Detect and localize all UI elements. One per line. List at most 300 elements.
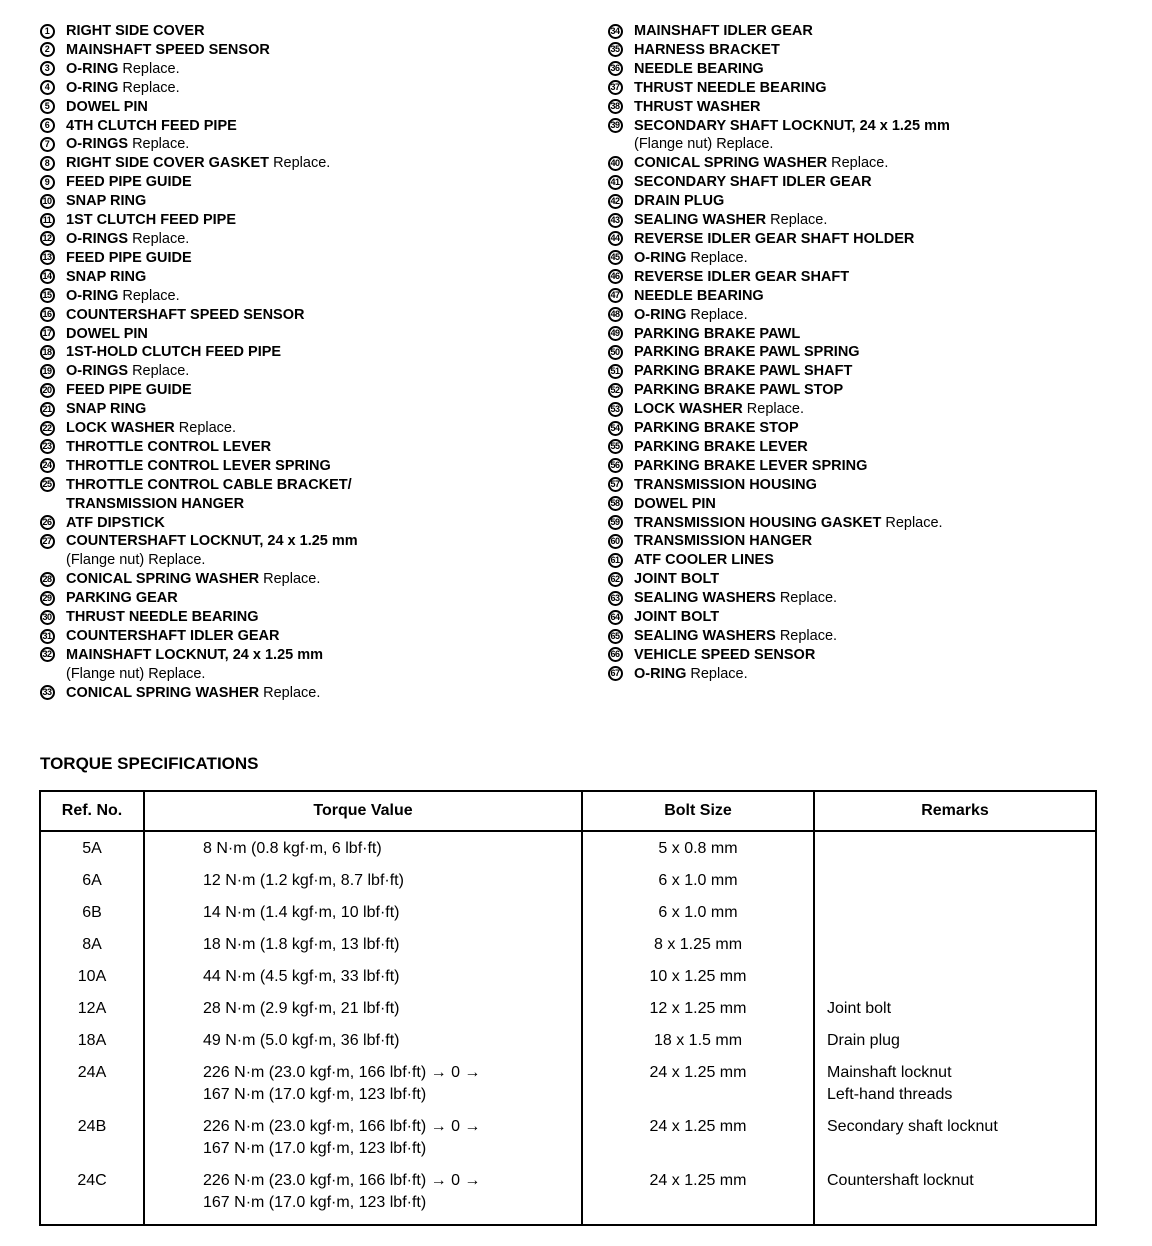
part-number-badge <box>606 646 624 664</box>
part-item <box>606 230 1146 249</box>
part-text <box>66 381 578 400</box>
part-name: TRANSMISSION HOUSING GASKET <box>634 514 882 531</box>
part-item <box>606 646 1146 665</box>
part-number-badge <box>606 665 624 683</box>
part-number-badge <box>38 343 56 361</box>
parts-list-left <box>38 22 578 703</box>
part-name: LOCK WASHER <box>66 420 175 437</box>
part-text <box>66 419 578 438</box>
part-name: DOWEL PIN <box>634 495 716 512</box>
part-number: 20 <box>40 383 55 398</box>
part-number: 60 <box>608 534 623 549</box>
part-name: SEALING WASHERS <box>634 628 776 644</box>
part-number-badge <box>38 117 56 135</box>
part-text <box>66 608 578 627</box>
part-number: 42 <box>608 194 623 209</box>
part-number-badge <box>606 230 624 248</box>
part-name: O-RING <box>66 287 119 304</box>
part-number: 22 <box>40 421 55 436</box>
part-number-badge <box>606 400 624 418</box>
part-name: NEEDLE BEARING <box>634 287 764 304</box>
bolt-size: 12 x 1.25 mm <box>582 992 814 1024</box>
part-text <box>634 514 1146 533</box>
part-number-badge <box>38 570 56 588</box>
torque-row <box>40 1056 1096 1110</box>
part-item <box>606 514 1146 533</box>
part-number: 34 <box>608 24 623 39</box>
part-name: CONICAL SPRING WASHER <box>634 155 828 172</box>
part-note: Replace. <box>122 287 180 304</box>
torque-value-line: 226 N·m (23.0 kgf·m, 166 lbf·ft) → 0 → <box>203 1118 481 1135</box>
part-item <box>38 173 578 192</box>
part-text <box>66 41 578 60</box>
part-name: VEHICLE SPEED SENSOR <box>634 646 816 663</box>
bolt-size: 24 x 1.25 mm <box>582 1164 814 1225</box>
part-text <box>634 589 1146 608</box>
part-text <box>634 287 1146 306</box>
part-text <box>66 400 578 419</box>
part-name: RIGHT SIDE COVER GASKET <box>66 155 270 172</box>
part-number: 18 <box>40 345 55 360</box>
bolt-size: 24 x 1.25 mm <box>582 1110 814 1164</box>
part-name: CONICAL SPRING WASHER <box>66 684 260 701</box>
part-number: 65 <box>608 629 623 644</box>
part-number-badge <box>38 400 56 418</box>
part-name: MAINSHAFT SPEED SENSOR <box>66 41 270 58</box>
part-text <box>66 249 578 268</box>
torque-value-line: 167 N·m (17.0 kgf·m, 123 lbf·ft) <box>203 1086 427 1103</box>
torque-row <box>40 1164 1096 1225</box>
part-number-badge <box>38 135 56 153</box>
remark-line: Joint bolt <box>827 1000 892 1017</box>
torque-ref: 5A <box>40 831 144 864</box>
part-name: TRANSMISSION HOUSING <box>634 476 817 493</box>
part-text <box>634 532 1146 551</box>
part-item <box>606 60 1146 79</box>
part-number-badge <box>606 551 624 569</box>
part-name: RIGHT SIDE COVER <box>66 23 205 39</box>
part-text <box>634 22 1146 41</box>
part-number: 10 <box>40 194 55 209</box>
torque-ref: 24C <box>40 1164 144 1225</box>
remarks <box>814 928 1096 960</box>
torque-header-row <box>40 791 1096 831</box>
part-text <box>634 495 1146 514</box>
remarks <box>814 992 1096 1024</box>
part-note: Replace. <box>690 306 748 323</box>
torque-value-line: 49 N·m (5.0 kgf·m, 36 lbf·ft) <box>203 1032 400 1049</box>
part-name: THRUST NEEDLE BEARING <box>634 79 827 96</box>
part-item <box>38 306 578 325</box>
part-text <box>66 627 578 646</box>
part-text <box>66 343 578 362</box>
remark-line: Secondary shaft locknut <box>827 1118 998 1135</box>
part-number: 21 <box>40 402 55 417</box>
part-number-badge <box>38 230 56 248</box>
part-text <box>66 325 578 344</box>
part-item <box>38 22 578 41</box>
part-text <box>634 438 1146 457</box>
part-item <box>606 362 1146 381</box>
torque-value-line: 167 N·m (17.0 kgf·m, 123 lbf·ft) <box>203 1140 427 1157</box>
part-item <box>606 343 1146 362</box>
part-number-badge <box>606 362 624 380</box>
bolt-size: 6 x 1.0 mm <box>582 864 814 896</box>
torque-value-line: 12 N·m (1.2 kgf·m, 8.7 lbf·ft) <box>203 872 404 889</box>
part-number: 40 <box>608 156 623 171</box>
part-note: Replace. <box>132 230 190 247</box>
part-number-badge <box>606 41 624 59</box>
part-name: FEED PIPE GUIDE <box>66 174 192 191</box>
part-number: 30 <box>40 610 55 625</box>
part-name: JOINT BOLT <box>634 609 720 626</box>
part-number: 7 <box>40 137 55 152</box>
part-text <box>634 211 1146 230</box>
part-item <box>606 627 1146 646</box>
part-name: DOWEL PIN <box>66 98 148 115</box>
part-name: COUNTERSHAFT LOCKNUT, 24 x 1.25 mm <box>66 533 358 550</box>
part-number: 37 <box>608 80 623 95</box>
part-item <box>606 98 1146 117</box>
part-text <box>66 438 578 457</box>
part-number: 38 <box>608 99 623 114</box>
part-number: 56 <box>608 458 623 473</box>
part-item <box>38 362 578 381</box>
part-item <box>38 41 578 60</box>
bolt-size: 8 x 1.25 mm <box>582 928 814 960</box>
part-note: Replace. <box>770 212 828 229</box>
part-number-badge <box>606 117 624 135</box>
part-note: Replace. <box>122 79 180 96</box>
part-name: MAINSHAFT LOCKNUT, 24 x 1.25 mm <box>66 646 324 663</box>
part-text <box>634 476 1146 495</box>
part-item <box>606 495 1146 514</box>
part-name: PARKING BRAKE PAWL SHAFT <box>634 363 853 380</box>
part-name: SEALING WASHER <box>634 212 767 229</box>
part-number-badge <box>606 154 624 172</box>
part-number-badge <box>606 627 624 645</box>
part-number: 28 <box>40 572 55 587</box>
part-name: LOCK WASHER <box>634 401 743 418</box>
remark-line: Drain plug <box>827 1032 900 1049</box>
torque-value-line: 44 N·m (4.5 kgf·m, 33 lbf·ft) <box>203 968 400 985</box>
part-number-badge <box>38 22 56 40</box>
torque-row <box>40 896 1096 928</box>
part-text <box>634 381 1146 400</box>
part-name: ATF DIPSTICK <box>66 514 165 531</box>
part-number-badge <box>38 646 56 664</box>
part-number: 63 <box>608 591 623 606</box>
part-number: 17 <box>40 326 55 341</box>
torque-ref: 18A <box>40 1024 144 1056</box>
torque-value <box>144 896 582 928</box>
remarks <box>814 831 1096 864</box>
part-number: 54 <box>608 421 623 436</box>
bolt-size: 18 x 1.5 mm <box>582 1024 814 1056</box>
part-item <box>38 249 578 268</box>
part-number: 24 <box>40 458 55 473</box>
part-name: DOWEL PIN <box>66 325 148 342</box>
remarks <box>814 896 1096 928</box>
part-number-badge <box>38 249 56 267</box>
part-item <box>38 589 578 608</box>
part-number: 15 <box>40 288 55 303</box>
parts-list-right <box>606 22 1146 684</box>
part-note: Replace. <box>690 249 748 266</box>
torque-value <box>144 928 582 960</box>
part-number-badge <box>38 79 56 97</box>
part-number: 52 <box>608 383 623 398</box>
part-name: O-RING <box>66 60 119 77</box>
part-item <box>606 249 1146 268</box>
part-item <box>606 117 1146 155</box>
part-item <box>38 381 578 400</box>
part-text <box>66 154 578 173</box>
part-item <box>38 287 578 306</box>
part-number: 25 <box>40 477 55 492</box>
part-text <box>66 532 578 570</box>
remark-line: Countershaft locknut <box>827 1172 974 1189</box>
remarks <box>814 1110 1096 1164</box>
header-bolt-size: Bolt Size <box>582 791 814 831</box>
header-torque-value: Torque Value <box>144 791 582 831</box>
part-text <box>634 60 1146 79</box>
part-item <box>38 60 578 79</box>
part-text <box>66 79 578 98</box>
part-note: Replace. <box>263 571 321 588</box>
part-item <box>38 457 578 476</box>
part-number: 23 <box>40 439 55 454</box>
part-number: 51 <box>608 364 623 379</box>
part-note: Replace. <box>746 401 805 418</box>
part-name: SNAP RING <box>66 268 147 285</box>
part-number-badge <box>606 79 624 97</box>
part-number-badge <box>606 570 624 588</box>
torque-heading: TORQUE SPECIFICATIONS <box>40 754 259 773</box>
part-text <box>634 343 1146 362</box>
torque-ref: 10A <box>40 960 144 992</box>
torque-row <box>40 1110 1096 1164</box>
part-note: Replace. <box>690 665 748 682</box>
part-name: PARKING BRAKE LEVER SPRING <box>634 457 868 474</box>
part-number-badge <box>606 532 624 550</box>
part-number: 58 <box>608 496 623 511</box>
torque-value-line: 226 N·m (23.0 kgf·m, 166 lbf·ft) → 0 → <box>203 1172 481 1189</box>
part-text <box>66 268 578 287</box>
torque-row <box>40 960 1096 992</box>
part-note: Replace. <box>273 155 331 172</box>
header-remarks: Remarks <box>814 791 1096 831</box>
part-text <box>634 306 1146 325</box>
part-number-badge <box>38 41 56 59</box>
part-number: 57 <box>608 477 623 492</box>
part-item <box>38 154 578 173</box>
part-item <box>38 514 578 533</box>
part-text <box>634 627 1146 646</box>
part-number: 47 <box>608 288 623 303</box>
part-name: SNAP RING <box>66 193 147 210</box>
part-text <box>66 135 578 154</box>
torque-row <box>40 992 1096 1024</box>
part-item <box>606 211 1146 230</box>
part-number-badge <box>606 192 624 210</box>
part-number-badge <box>606 457 624 475</box>
part-number: 62 <box>608 572 623 587</box>
part-text <box>634 268 1146 287</box>
torque-ref: 24B <box>40 1110 144 1164</box>
part-item <box>606 306 1146 325</box>
part-item <box>606 41 1146 60</box>
torque-ref: 24A <box>40 1056 144 1110</box>
part-name: THROTTLE CONTROL LEVER SPRING <box>66 457 331 474</box>
torque-value-line: 14 N·m (1.4 kgf·m, 10 lbf·ft) <box>203 904 400 921</box>
part-number: 35 <box>608 42 623 57</box>
part-item <box>606 438 1146 457</box>
part-text <box>634 41 1146 60</box>
part-note: Replace. <box>831 155 889 172</box>
part-number-badge <box>606 343 624 361</box>
part-name: THROTTLE CONTROL CABLE BRACKET/ <box>66 476 352 493</box>
part-text <box>634 400 1146 419</box>
part-item <box>606 457 1146 476</box>
torque-value <box>144 960 582 992</box>
part-number-badge <box>38 514 56 532</box>
part-item <box>606 287 1146 306</box>
remark-line: Mainshaft locknut <box>827 1064 952 1081</box>
part-item <box>606 532 1146 551</box>
torque-row <box>40 1024 1096 1056</box>
part-text <box>66 173 578 192</box>
part-number: 49 <box>608 326 623 341</box>
part-text <box>634 419 1146 438</box>
part-name: SECONDARY SHAFT IDLER GEAR <box>634 174 872 191</box>
torque-value <box>144 1056 582 1110</box>
part-number: 39 <box>608 118 623 133</box>
part-number: 41 <box>608 175 623 190</box>
part-item <box>606 192 1146 211</box>
part-item <box>606 79 1146 98</box>
part-text <box>634 117 1146 155</box>
part-item <box>606 665 1146 684</box>
part-name: O-RING <box>634 249 687 266</box>
part-item <box>606 381 1146 400</box>
part-name: PARKING BRAKE PAWL <box>634 325 801 342</box>
part-number: 53 <box>608 402 623 417</box>
part-number: 46 <box>608 269 623 284</box>
part-text <box>66 570 578 589</box>
part-item <box>38 98 578 117</box>
part-name: REVERSE IDLER GEAR SHAFT HOLDER <box>634 230 915 247</box>
part-text <box>66 117 578 136</box>
part-number: 16 <box>40 307 55 322</box>
part-number-badge <box>606 268 624 286</box>
part-number-badge <box>606 381 624 399</box>
part-text <box>634 98 1146 117</box>
part-name: THRUST NEEDLE BEARING <box>66 609 259 626</box>
part-item <box>606 570 1146 589</box>
part-number-badge <box>38 362 56 380</box>
part-text <box>634 325 1146 344</box>
part-number-badge <box>38 589 56 607</box>
part-name: PARKING BRAKE LEVER <box>634 438 808 455</box>
torque-ref: 6B <box>40 896 144 928</box>
part-item <box>606 325 1146 344</box>
part-text <box>634 362 1146 381</box>
part-text <box>634 457 1146 476</box>
part-number: 1 <box>40 24 55 39</box>
remarks <box>814 960 1096 992</box>
part-name: THROTTLE CONTROL LEVER <box>66 438 272 455</box>
part-number: 3 <box>40 61 55 76</box>
part-name: O-RINGS <box>66 230 129 247</box>
part-number-badge <box>38 98 56 116</box>
part-number: 26 <box>40 515 55 530</box>
part-text <box>66 98 578 117</box>
part-text <box>66 192 578 211</box>
part-number-badge <box>38 476 56 494</box>
part-number: 64 <box>608 610 623 625</box>
part-name: FEED PIPE GUIDE <box>66 249 192 266</box>
part-number-badge <box>606 22 624 40</box>
part-name: O-RINGS <box>66 363 129 380</box>
part-number-badge <box>606 306 624 324</box>
part-item <box>606 268 1146 287</box>
part-number: 2 <box>40 42 55 57</box>
part-number: 13 <box>40 250 55 265</box>
part-number: 67 <box>608 666 623 681</box>
part-number: 43 <box>608 213 623 228</box>
part-number-badge <box>606 476 624 494</box>
part-name: HARNESS BRACKET <box>634 41 780 58</box>
part-name: O-RING <box>634 306 687 323</box>
part-item <box>606 154 1146 173</box>
part-number: 59 <box>608 515 623 530</box>
part-number-badge <box>38 608 56 626</box>
torque-row <box>40 831 1096 864</box>
part-number-badge <box>38 306 56 324</box>
part-name: 4TH CLUTCH FEED PIPE <box>66 117 237 134</box>
part-note: Replace. <box>779 628 838 644</box>
bolt-size: 24 x 1.25 mm <box>582 1056 814 1110</box>
part-name: ATF COOLER LINES <box>634 552 774 569</box>
part-number-badge <box>606 589 624 607</box>
part-text <box>66 306 578 325</box>
part-continuation: (Flange nut) Replace. <box>66 552 206 569</box>
part-number: 48 <box>608 307 623 322</box>
part-number-badge <box>38 532 56 550</box>
part-continuation: (Flange nut) Replace. <box>634 136 774 153</box>
header-ref: Ref. No. <box>40 791 144 831</box>
part-text <box>634 608 1146 627</box>
torque-value <box>144 992 582 1024</box>
part-number-badge <box>606 287 624 305</box>
part-text <box>66 684 578 703</box>
torque-row <box>40 928 1096 960</box>
part-item <box>38 608 578 627</box>
part-item <box>606 419 1146 438</box>
part-text <box>634 154 1146 173</box>
part-number-badge <box>606 495 624 513</box>
part-item <box>38 627 578 646</box>
torque-value-line: 226 N·m (23.0 kgf·m, 166 lbf·ft) → 0 → <box>203 1064 481 1081</box>
part-number-badge <box>606 325 624 343</box>
part-text <box>66 589 578 608</box>
part-name: NEEDLE BEARING <box>634 60 764 77</box>
part-number: 45 <box>608 250 623 265</box>
part-item <box>38 438 578 457</box>
part-number: 6 <box>40 118 55 133</box>
part-text <box>66 211 578 230</box>
